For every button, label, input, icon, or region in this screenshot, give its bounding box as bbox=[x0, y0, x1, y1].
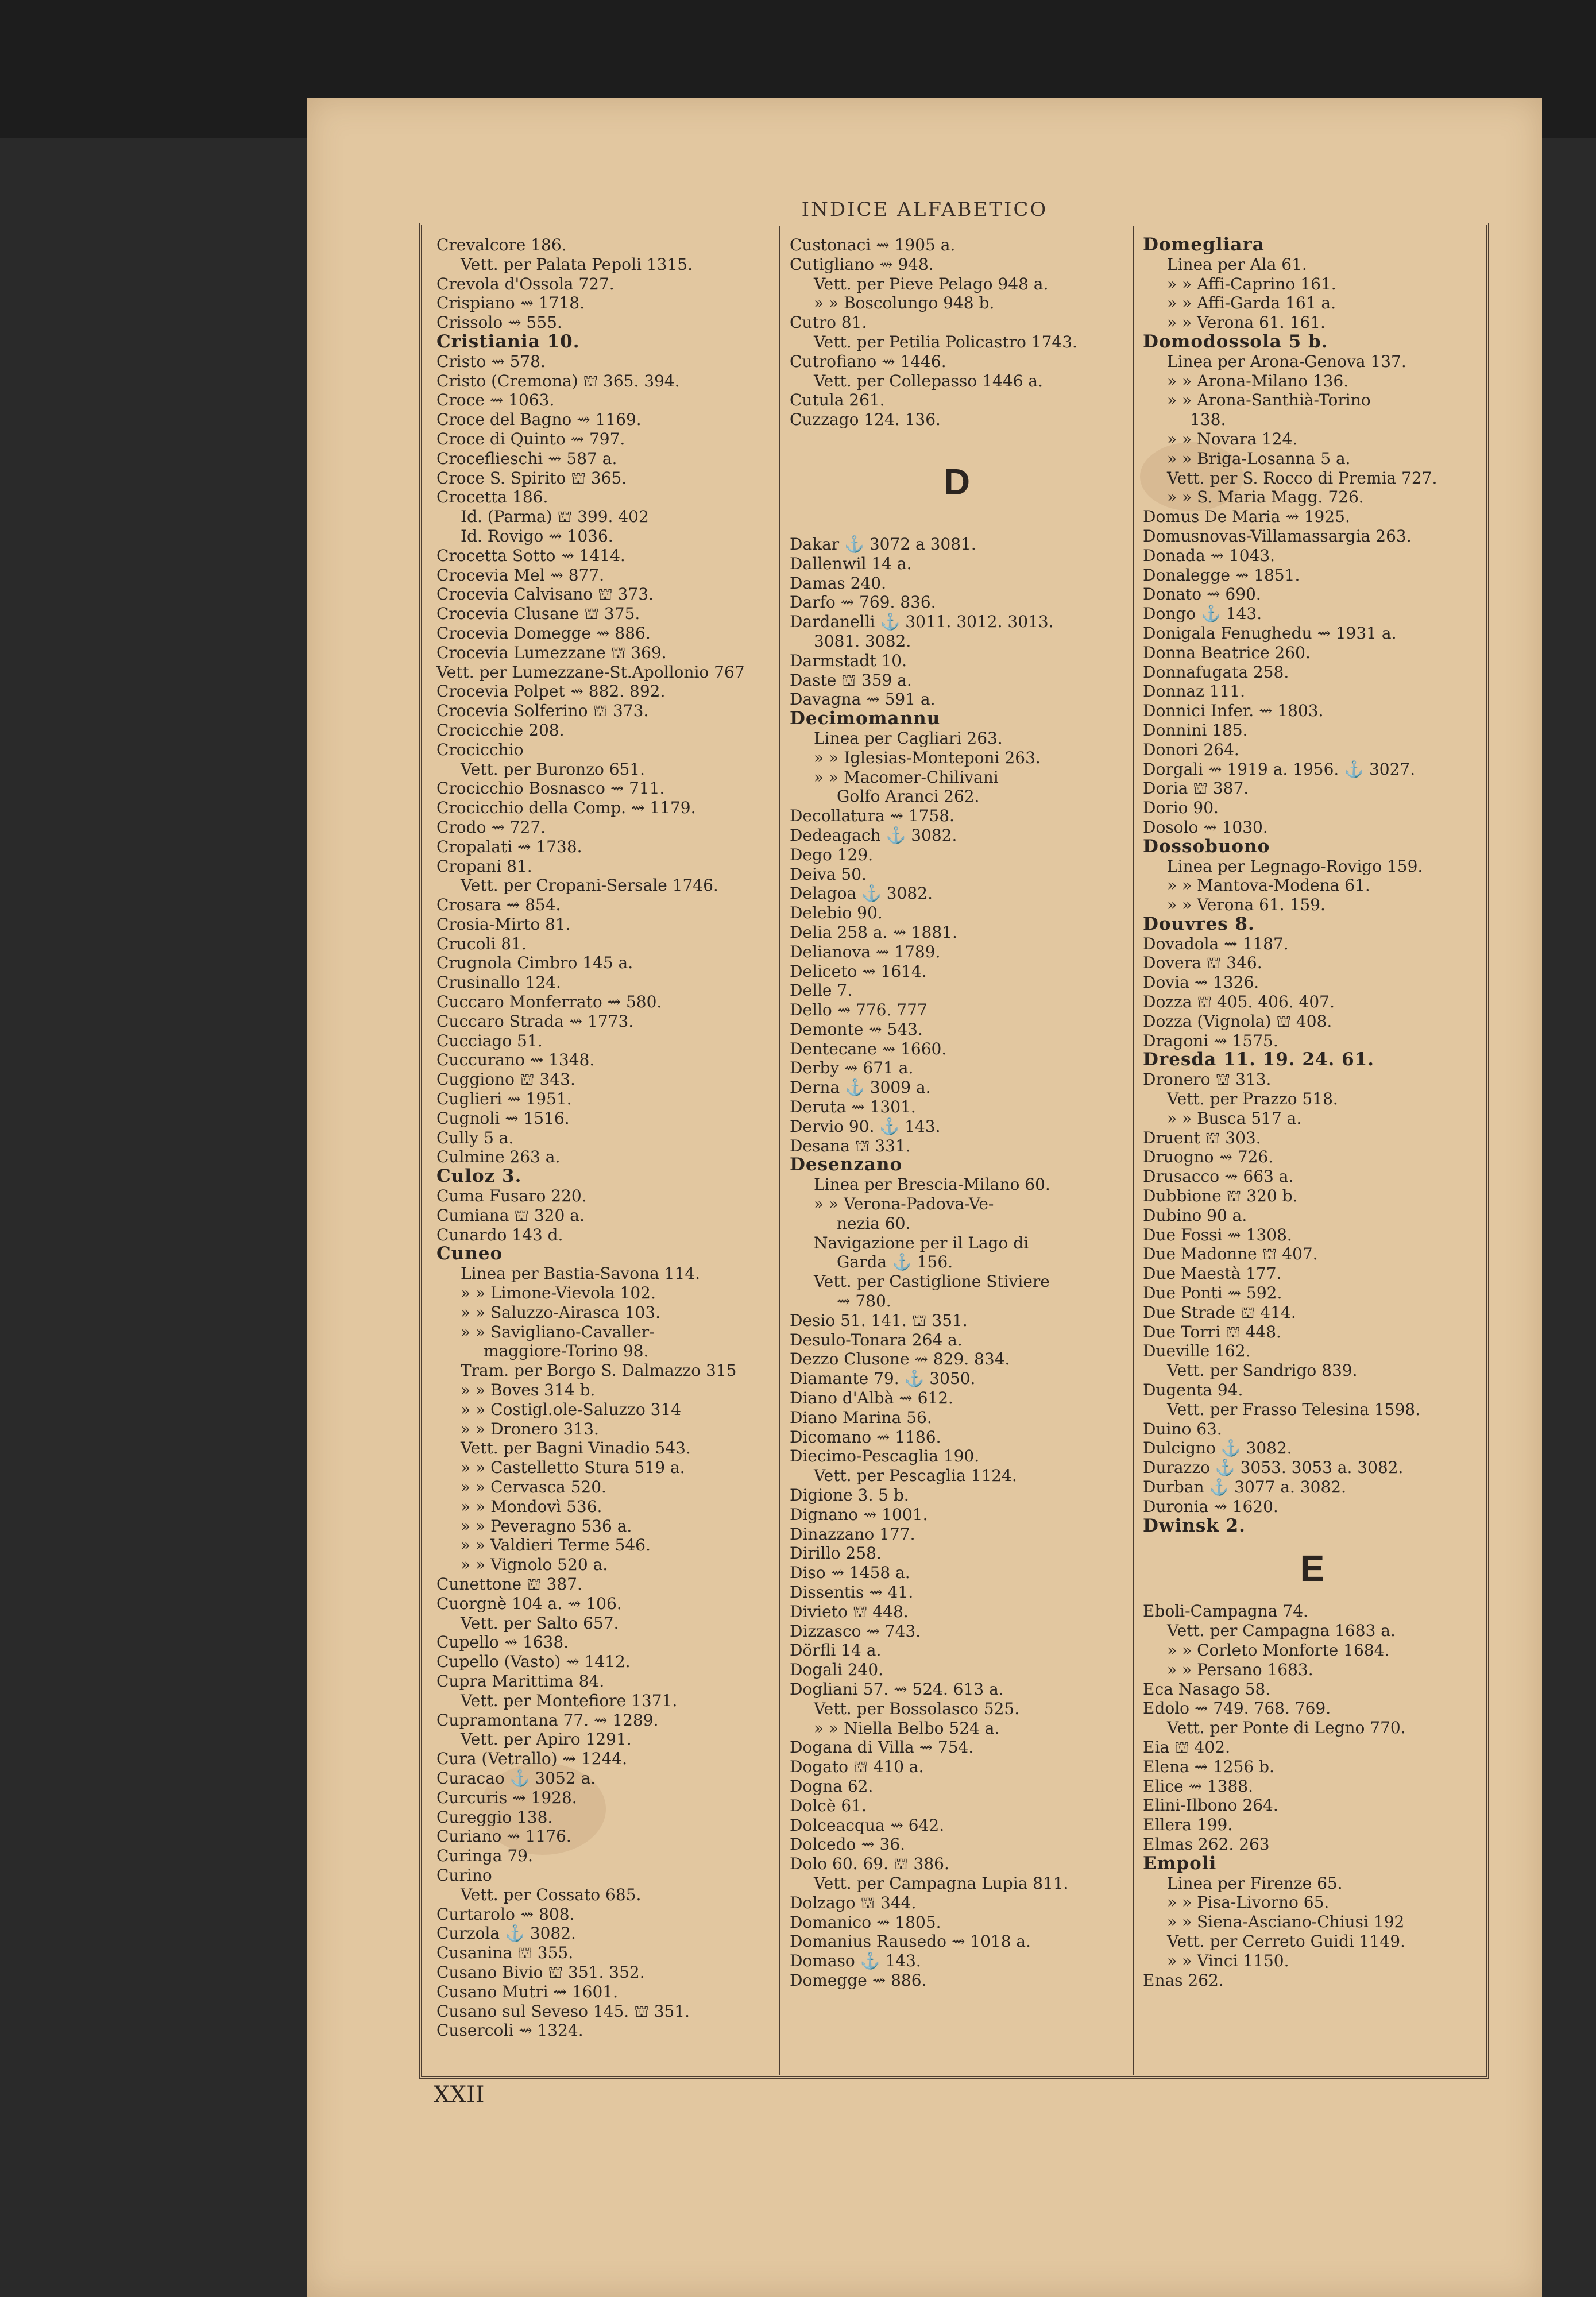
index-entry: Vett. per Lumezzane-St.Apollonio 767 bbox=[436, 662, 745, 682]
index-entry: Curino bbox=[436, 1865, 492, 1885]
index-entry: Dozza (Vignola) ⛫ 408. bbox=[1143, 1011, 1332, 1031]
index-entry: Dogna 62. bbox=[790, 1776, 874, 1796]
column-rule bbox=[779, 226, 780, 2075]
index-entry: Crugnola Cimbro 145 a. bbox=[436, 953, 633, 973]
index-entry: Cristo (Cremona) ⛫ 365. 394. bbox=[436, 371, 680, 390]
index-entry: Cunardo 143 d. bbox=[436, 1225, 563, 1244]
index-entry: Dovadola ⇝ 1187. bbox=[1143, 934, 1289, 953]
index-entry: Daste ⛫ 359 a. bbox=[790, 670, 912, 690]
index-entry: Desulo-Tonara 264 a. bbox=[790, 1330, 963, 1349]
index-entry: Donnafugata 258. bbox=[1143, 662, 1289, 682]
index-entry: Dubbione ⛫ 320 b. bbox=[1143, 1186, 1298, 1206]
column-rule bbox=[1133, 226, 1134, 2075]
index-subentry: Linea per Firenze 65. bbox=[1167, 1873, 1343, 1893]
section-letter: D bbox=[943, 461, 971, 502]
index-subentry: Linea per Brescia-Milano 60. bbox=[814, 1175, 1050, 1194]
index-entry: Dulcigno ⚓ 3082. bbox=[1143, 1438, 1292, 1458]
index-entry: Elena ⇝ 1256 b. bbox=[1143, 1757, 1274, 1776]
index-subentry: » » Cervasca 520. bbox=[461, 1478, 606, 1496]
index-entry: Dongo ⚓ 143. bbox=[1143, 604, 1262, 624]
index-subentry: Vett. per Bagni Vinadio 543. bbox=[461, 1438, 691, 1458]
index-entry: Cupramontana 77. ⇝ 1289. bbox=[436, 1710, 659, 1730]
index-entry: Due Ponti ⇝ 592. bbox=[1143, 1283, 1282, 1303]
index-entry: Culmine 263 a. bbox=[436, 1147, 561, 1167]
index-entry: Cuggiono ⛫ 343. bbox=[436, 1070, 575, 1089]
index-entry: Druent ⛫ 303. bbox=[1143, 1128, 1261, 1147]
index-entry: Domanico ⇝ 1805. bbox=[790, 1912, 941, 1932]
index-entry: Dovera ⛫ 346. bbox=[1143, 953, 1262, 973]
index-entry: Crocetta 186. bbox=[436, 488, 548, 507]
index-subentry: Vett. per Campagna 1683 a. bbox=[1167, 1621, 1396, 1641]
index-subentry: Linea per Ala 61. bbox=[1167, 254, 1307, 274]
index-entry: Crocevia Lumezzane ⛫ 369. bbox=[436, 643, 667, 662]
index-entry: Darmstadt 10. bbox=[790, 651, 907, 670]
index-heading: Douvres 8. bbox=[1143, 914, 1255, 934]
index-heading: Domegliara bbox=[1143, 235, 1265, 255]
index-entry: Domanius Rausedo ⇝ 1018 a. bbox=[790, 1932, 1031, 1951]
index-entry: Dallenwil 14 a. bbox=[790, 554, 912, 573]
index-entry: Dronero ⛫ 313. bbox=[1143, 1070, 1272, 1089]
index-entry: Due Strade ⛫ 414. bbox=[1143, 1302, 1296, 1322]
index-entry: Dugenta 94. bbox=[1143, 1380, 1243, 1400]
index-entry: Delia 258 a. ⇝ 1881. bbox=[790, 922, 957, 942]
index-entry: Due Fossi ⇝ 1308. bbox=[1143, 1225, 1292, 1244]
index-entry: Darfo ⇝ 769. 836. bbox=[790, 593, 936, 612]
index-subentry: maggiore-Torino 98. bbox=[484, 1341, 649, 1361]
index-subentry: Vett. per Cerreto Guidi 1149. bbox=[1167, 1931, 1405, 1951]
index-entry: Cumiana ⛫ 320 a. bbox=[436, 1205, 585, 1225]
index-entry: Cuglieri ⇝ 1951. bbox=[436, 1089, 572, 1109]
index-subentry: » » Mondovì 536. bbox=[461, 1496, 602, 1516]
index-entry: Domusnovas-Villamassargia 263. bbox=[1143, 526, 1412, 546]
index-subentry: Vett. per Petilia Policastro 1743. bbox=[814, 332, 1077, 351]
index-heading: Decimomannu bbox=[790, 709, 941, 729]
index-entry: Due Madonne ⛫ 407. bbox=[1143, 1244, 1318, 1264]
index-subentry: » » Corleto Monforte 1684. bbox=[1167, 1640, 1390, 1660]
index-entry: Dardanelli ⚓ 3011. 3012. 3013. bbox=[790, 612, 1054, 632]
index-entry: Deliceto ⇝ 1614. bbox=[790, 961, 927, 981]
index-column-1 bbox=[436, 235, 772, 2040]
index-subentry: Vett. per Apiro 1291. bbox=[461, 1730, 632, 1749]
index-entry: Cuccurano ⇝ 1348. bbox=[436, 1050, 595, 1070]
index-subentry: 138. bbox=[1190, 410, 1226, 430]
index-subentry: » » Boscolungo 948 b. bbox=[814, 293, 995, 313]
index-subentry: » » Vignolo 520 a. bbox=[461, 1555, 608, 1575]
index-entry: Dueville 162. bbox=[1143, 1341, 1251, 1361]
index-entry: Dedeagach ⚓ 3082. bbox=[790, 825, 957, 845]
index-entry: Damas 240. bbox=[790, 573, 886, 593]
index-subentry: Vett. per Pescaglia 1124. bbox=[814, 1466, 1017, 1486]
index-subentry: Vett. per Salto 657. bbox=[461, 1613, 619, 1633]
index-entry: Diso ⇝ 1458 a. bbox=[790, 1563, 910, 1583]
index-entry: Crosia-Mirto 81. bbox=[436, 914, 571, 934]
index-entry: Dentecane ⇝ 1660. bbox=[790, 1039, 947, 1058]
index-subentry: Vett. per Bossolasco 525. bbox=[814, 1699, 1020, 1718]
index-entry: Crocevia Domegge ⇝ 886. bbox=[436, 623, 651, 643]
index-subentry: Linea per Legnago-Rovigo 159. bbox=[1167, 856, 1423, 876]
index-entry: Cusanina ⛫ 355. bbox=[436, 1943, 574, 1963]
index-entry: Domegge ⇝ 886. bbox=[790, 1970, 927, 1990]
index-entry: Crocicchio Bosnasco ⇝ 711. bbox=[436, 779, 665, 798]
index-entry: Derby ⇝ 671 a. bbox=[790, 1058, 914, 1078]
index-entry: Dogana di Villa ⇝ 754. bbox=[790, 1738, 974, 1757]
index-entry: Doria ⛫ 387. bbox=[1143, 779, 1249, 798]
index-entry: Crocetta Sotto ⇝ 1414. bbox=[436, 546, 625, 565]
index-entry: Cully 5 a. bbox=[436, 1128, 514, 1147]
index-entry: Dorgali ⇝ 1919 a. 1956. ⚓ 3027. bbox=[1143, 759, 1416, 779]
index-subentry: Vett. per Cropani-Sersale 1746. bbox=[461, 876, 718, 895]
index-entry: Desana ⛫ 331. bbox=[790, 1136, 911, 1155]
index-entry: Delebio 90. bbox=[790, 903, 883, 923]
index-entry: Custonaci ⇝ 1905 a. bbox=[790, 235, 956, 254]
book-page bbox=[307, 98, 1542, 2297]
index-entry: Dubino 90 a. bbox=[1143, 1205, 1247, 1225]
index-entry: Cutula 261. bbox=[790, 390, 885, 410]
index-entry: Crusinallo 124. bbox=[436, 973, 561, 992]
index-entry: Cusercoli ⇝ 1324. bbox=[436, 2021, 583, 2040]
index-entry: Delle 7. bbox=[790, 981, 853, 1000]
index-entry: Divieto ⛫ 448. bbox=[790, 1602, 909, 1621]
index-entry: Dovia ⇝ 1326. bbox=[1143, 973, 1259, 992]
index-entry: Cusano Mutri ⇝ 1601. bbox=[436, 1982, 619, 2001]
index-entry: Domus De Maria ⇝ 1925. bbox=[1143, 507, 1350, 527]
index-entry: Diamante 79. ⚓ 3050. bbox=[790, 1369, 976, 1389]
index-entry: Donada ⇝ 1043. bbox=[1143, 546, 1276, 565]
index-subentry: Vett. per Buronzo 651. bbox=[461, 759, 646, 779]
index-entry: Dogato ⛫ 410 a. bbox=[790, 1757, 924, 1777]
index-entry: Dinazzano 177. bbox=[790, 1524, 915, 1544]
index-entry: Dolcè 61. bbox=[790, 1796, 867, 1815]
index-subentry: Vett. per Palata Pepoli 1315. bbox=[461, 254, 693, 274]
index-entry: Dissentis ⇝ 41. bbox=[790, 1583, 914, 1602]
index-subentry: Vett. per Sandrigo 839. bbox=[1167, 1361, 1358, 1380]
index-entry: Crocicchie 208. bbox=[436, 720, 565, 740]
index-entry: Cropalati ⇝ 1738. bbox=[436, 837, 582, 856]
index-entry: Curiano ⇝ 1176. bbox=[436, 1827, 571, 1846]
index-entry: Ellera 199. bbox=[1143, 1815, 1233, 1835]
index-entry: Eca Nasago 58. bbox=[1143, 1679, 1271, 1699]
index-entry: Diano Marina 56. bbox=[790, 1407, 932, 1427]
index-entry: Dorio 90. bbox=[1143, 798, 1219, 818]
page-number: XXII bbox=[434, 2082, 485, 2108]
index-entry: Donato ⇝ 690. bbox=[1143, 585, 1261, 604]
index-heading: Dossobuono bbox=[1143, 837, 1270, 857]
index-subentry: Tram. per Borgo S. Dalmazzo 315 bbox=[461, 1361, 737, 1380]
index-entry: Cuzzago 124. 136. bbox=[790, 410, 941, 430]
index-entry: Curcuris ⇝ 1928. bbox=[436, 1788, 577, 1807]
index-entry: Dolzago ⛫ 344. bbox=[790, 1893, 917, 1912]
index-subentry: » » Pisa-Livorno 65. bbox=[1167, 1893, 1330, 1912]
index-entry: Dozza ⛫ 405. 406. 407. bbox=[1143, 992, 1335, 1012]
index-entry: Dirillo 258. bbox=[790, 1544, 882, 1563]
index-entry: Crocicchio della Comp. ⇝ 1179. bbox=[436, 798, 696, 818]
index-subentry: Vett. per Prazzo 518. bbox=[1167, 1089, 1338, 1109]
index-subentry: » » Vinci 1150. bbox=[1167, 1951, 1289, 1970]
index-subentry: Vett. per Frasso Telesina 1598. bbox=[1167, 1399, 1421, 1419]
index-entry: Donna Beatrice 260. bbox=[1143, 643, 1311, 662]
index-entry: Cuccaro Monferrato ⇝ 580. bbox=[436, 992, 662, 1012]
index-subentry: » » Affi-Caprino 161. bbox=[1167, 274, 1336, 293]
index-entry: Crocicchio bbox=[436, 740, 524, 759]
section-gap bbox=[790, 430, 1124, 449]
index-entry: Due Maestà 177. bbox=[1143, 1264, 1282, 1283]
index-entry: Dervio 90. ⚓ 143. bbox=[790, 1116, 941, 1136]
index-subentry: » » Arona-Santhià-Torino bbox=[1167, 390, 1371, 410]
index-subentry: » » Saluzzo-Airasca 103. bbox=[461, 1302, 660, 1322]
index-entry: Demonte ⇝ 543. bbox=[790, 1019, 923, 1039]
index-entry: Diano d'Albà ⇝ 612. bbox=[790, 1389, 953, 1408]
index-entry: Dakar ⚓ 3072 a 3081. bbox=[790, 534, 976, 554]
index-entry: Crocevia Calvisano ⛫ 373. bbox=[436, 585, 654, 604]
index-entry: Dogliani 57. ⇝ 524. 613 a. bbox=[790, 1679, 1004, 1699]
index-entry: Crevalcore 186. bbox=[436, 235, 567, 254]
index-entry: Duino 63. bbox=[1143, 1419, 1222, 1438]
index-heading: Culoz 3. bbox=[436, 1167, 522, 1187]
index-subentry: Vett. per Cossato 685. bbox=[461, 1885, 642, 1904]
index-heading: Dresda 11. 19. 24. 61. bbox=[1143, 1050, 1375, 1070]
index-entry: Crocevia Clusane ⛫ 375. bbox=[436, 604, 640, 624]
index-entry: Curinga 79. bbox=[436, 1846, 533, 1866]
index-subentry: » » S. Maria Magg. 726. bbox=[1167, 488, 1364, 507]
index-subentry: Vett. per Collepasso 1446 a. bbox=[814, 371, 1043, 390]
index-entry: Dello ⇝ 776. 777 bbox=[790, 1000, 928, 1020]
index-entry: Dolceacqua ⇝ 642. bbox=[790, 1815, 945, 1835]
index-subentry: » » Savigliano-Cavaller- bbox=[461, 1322, 655, 1341]
index-heading: Cuneo bbox=[436, 1244, 503, 1264]
index-entry: Croce di Quinto ⇝ 797. bbox=[436, 429, 625, 448]
index-entry: Eboli-Campagna 74. bbox=[1143, 1602, 1308, 1621]
index-entry: Croce del Bagno ⇝ 1169. bbox=[436, 410, 642, 430]
index-entry: Decollatura ⇝ 1758. bbox=[790, 806, 954, 826]
index-subentry: » » Persano 1683. bbox=[1167, 1660, 1313, 1679]
index-entry: Donori 264. bbox=[1143, 740, 1239, 759]
index-entry: Due Torri ⛫ 448. bbox=[1143, 1322, 1281, 1341]
index-entry: Deiva 50. bbox=[790, 864, 867, 884]
index-subentry: » » Dronero 313. bbox=[461, 1419, 599, 1438]
index-entry: Eia ⛫ 402. bbox=[1143, 1737, 1230, 1757]
index-subentry: Vett. per Montefiore 1371. bbox=[461, 1691, 678, 1710]
index-entry: Dicomano ⇝ 1186. bbox=[790, 1427, 941, 1447]
index-entry: Elmas 262. 263 bbox=[1143, 1834, 1270, 1854]
index-entry: Drusacco ⇝ 663 a. bbox=[1143, 1167, 1294, 1186]
index-subentry: Linea per Cagliari 263. bbox=[814, 728, 1003, 748]
index-entry: Dragoni ⇝ 1575. bbox=[1143, 1031, 1278, 1050]
index-entry: Curtarolo ⇝ 808. bbox=[436, 1904, 575, 1924]
index-entry: Dignano ⇝ 1001. bbox=[790, 1505, 928, 1524]
index-subentry: Id. (Parma) ⛫ 399. 402 bbox=[461, 507, 649, 527]
index-entry: Delagoa ⚓ 3082. bbox=[790, 884, 933, 903]
index-subentry: » » Niella Belbo 524 a. bbox=[814, 1718, 1000, 1738]
index-entry: Davagna ⇝ 591 a. bbox=[790, 690, 936, 709]
index-entry: Donnini 185. bbox=[1143, 720, 1248, 740]
index-entry: Cuma Fusaro 220. bbox=[436, 1186, 587, 1206]
index-entry: Cupra Marittima 84. bbox=[436, 1671, 605, 1691]
index-entry: Cuccaro Strada ⇝ 1773. bbox=[436, 1011, 634, 1031]
index-entry: Druogno ⇝ 726. bbox=[1143, 1147, 1274, 1167]
index-entry: Crevola d'Ossola 727. bbox=[436, 274, 615, 293]
index-subentry: » » Boves 314 b. bbox=[461, 1380, 596, 1400]
index-subentry: » » Briga-Losanna 5 a. bbox=[1167, 448, 1351, 468]
index-subentry: Vett. per Ponte di Legno 770. bbox=[1167, 1718, 1406, 1738]
index-entry: Cugnoli ⇝ 1516. bbox=[436, 1108, 570, 1128]
index-entry: Dolcedo ⇝ 36. bbox=[790, 1835, 906, 1854]
index-entry: Cutigliano ⇝ 948. bbox=[790, 254, 934, 274]
index-subentry: » » Novara 124. bbox=[1167, 429, 1298, 448]
index-entry: Dezzo Clusone ⇝ 829. 834. bbox=[790, 1349, 1010, 1369]
index-entry: Elice ⇝ 1388. bbox=[1143, 1776, 1254, 1796]
index-entry: Dogali 240. bbox=[790, 1660, 884, 1680]
index-subentry: » » Siena-Asciano-Chiusi 192 bbox=[1167, 1912, 1405, 1932]
index-entry: Digione 3. 5 b. bbox=[790, 1486, 909, 1505]
index-column-3 bbox=[1143, 235, 1482, 1990]
index-entry: Donigala Fenughedu ⇝ 1931 a. bbox=[1143, 623, 1397, 643]
index-heading: Empoli bbox=[1143, 1854, 1217, 1874]
index-entry: Donalegge ⇝ 1851. bbox=[1143, 565, 1300, 585]
index-entry: Cusano Bivio ⛫ 351. 352. bbox=[436, 1962, 645, 1982]
index-entry: Crocevia Solferino ⛫ 373. bbox=[436, 701, 649, 721]
index-entry: Dolo 60. 69. ⛫ 386. bbox=[790, 1854, 949, 1874]
index-entry: Cristo ⇝ 578. bbox=[436, 351, 546, 371]
index-entry: Croce S. Spirito ⛫ 365. bbox=[436, 468, 627, 488]
index-entry: Cunettone ⛫ 387. bbox=[436, 1574, 582, 1594]
index-entry: Cupello (Vasto) ⇝ 1412. bbox=[436, 1652, 631, 1672]
index-entry: Desio 51. 141. ⛫ 351. bbox=[790, 1310, 968, 1330]
index-subentry: » » Arona-Milano 136. bbox=[1167, 371, 1349, 390]
index-entry: Dizzasco ⇝ 743. bbox=[790, 1621, 921, 1641]
index-subentry: 3081. 3082. bbox=[814, 631, 911, 651]
index-entry: Crispiano ⇝ 1718. bbox=[436, 293, 585, 313]
index-subentry: Linea per Bastia-Savona 114. bbox=[461, 1264, 701, 1283]
index-subentry: ⇝ 780. bbox=[837, 1291, 891, 1311]
index-subentry: » » Peveragno 536 a. bbox=[461, 1516, 632, 1536]
index-entry: Diecimo-Pescaglia 190. bbox=[790, 1447, 980, 1466]
index-entry: Deruta ⇝ 1301. bbox=[790, 1097, 916, 1117]
index-entry: Crocevia Mel ⇝ 877. bbox=[436, 565, 605, 585]
index-subentry: Golfo Aranci 262. bbox=[837, 787, 980, 806]
index-subentry: Garda ⚓ 156. bbox=[837, 1252, 953, 1272]
index-subentry: » » Mantova-Modena 61. bbox=[1167, 876, 1370, 895]
index-subentry: » » Affi-Garda 161 a. bbox=[1167, 293, 1336, 313]
index-subentry: » » Verona 61. 161. bbox=[1167, 313, 1326, 332]
section-gap bbox=[790, 515, 1124, 535]
page-header: INDICE ALFABETICO bbox=[801, 198, 1048, 221]
index-entry: Croceflieschi ⇝ 587 a. bbox=[436, 448, 617, 468]
index-entry: Curacao ⚓ 3052 a. bbox=[436, 1768, 596, 1788]
index-entry: Crucoli 81. bbox=[436, 934, 527, 953]
index-entry: Domaso ⚓ 143. bbox=[790, 1951, 921, 1971]
index-heading: Cristiania 10. bbox=[436, 332, 580, 352]
index-entry: Duronia ⇝ 1620. bbox=[1143, 1496, 1278, 1516]
index-entry: Delianova ⇝ 1789. bbox=[790, 942, 941, 961]
index-entry: Croce ⇝ 1063. bbox=[436, 390, 555, 410]
index-entry: Cutro 81. bbox=[790, 313, 867, 332]
index-column-2 bbox=[790, 235, 1124, 1990]
index-entry: Crodo ⇝ 727. bbox=[436, 817, 546, 837]
index-subentry: » » Costigl.ole-Saluzzo 314 bbox=[461, 1399, 682, 1419]
index-entry: Elini-Ilbono 264. bbox=[1143, 1796, 1278, 1815]
index-subentry: nezia 60. bbox=[837, 1213, 911, 1233]
index-entry: Donnici Infer. ⇝ 1803. bbox=[1143, 701, 1324, 721]
index-entry: Cucciago 51. bbox=[436, 1031, 543, 1050]
index-entry: Edolo ⇝ 749. 768. 769. bbox=[1143, 1699, 1331, 1718]
index-entry: Durban ⚓ 3077 a. 3082. bbox=[1143, 1478, 1346, 1496]
index-entry: Enas 262. bbox=[1143, 1970, 1224, 1990]
index-heading: Dwinsk 2. bbox=[1143, 1516, 1246, 1536]
index-subentry: » » Macomer-Chilivani bbox=[814, 767, 999, 787]
index-entry: Crocevia Polpet ⇝ 882. 892. bbox=[436, 682, 666, 701]
index-subentry: » » Iglesias-Monteponi 263. bbox=[814, 748, 1041, 767]
section-letter: E bbox=[1300, 1548, 1325, 1590]
index-entry: Crosara ⇝ 854. bbox=[436, 895, 561, 915]
index-subentry: » » Castelletto Stura 519 a. bbox=[461, 1458, 685, 1478]
index-heading: Domodossola 5 b. bbox=[1143, 332, 1328, 352]
index-entry: Cura (Vetrallo) ⇝ 1244. bbox=[436, 1749, 628, 1769]
index-entry: Cropani 81. bbox=[436, 856, 532, 876]
index-entry: Donnaz 111. bbox=[1143, 682, 1246, 701]
index-subentry: » » Verona-Padova-Ve- bbox=[814, 1194, 994, 1214]
index-heading: Desenzano bbox=[790, 1155, 903, 1175]
index-entry: Durazzo ⚓ 3053. 3053 a. 3082. bbox=[1143, 1458, 1404, 1478]
index-entry: Crissolo ⇝ 555. bbox=[436, 313, 562, 332]
index-subentry: Navigazione per il Lago di bbox=[814, 1233, 1029, 1252]
index-entry: Cuorgnè 104 a. ⇝ 106. bbox=[436, 1594, 622, 1613]
index-subentry: » » Limone-Vievola 102. bbox=[461, 1283, 656, 1303]
index-entry: Dosolo ⇝ 1030. bbox=[1143, 817, 1268, 837]
index-subentry: Linea per Arona-Genova 137. bbox=[1167, 351, 1406, 371]
index-subentry: Vett. per S. Rocco di Premia 727. bbox=[1167, 468, 1437, 488]
index-entry: Dörfli 14 a. bbox=[790, 1641, 882, 1660]
index-entry: Cureggio 138. bbox=[436, 1807, 553, 1827]
index-subentry: » » Verona 61. 159. bbox=[1167, 895, 1326, 915]
index-subentry: » » Valdieri Terme 546. bbox=[461, 1536, 651, 1555]
index-subentry: Vett. per Castiglione Stiviere bbox=[814, 1272, 1050, 1291]
index-entry: Cusano sul Seveso 145. ⛫ 351. bbox=[436, 2001, 690, 2021]
index-subentry: Vett. per Campagna Lupia 811. bbox=[814, 1873, 1069, 1893]
index-entry: Cutrofiano ⇝ 1446. bbox=[790, 351, 946, 371]
index-entry: Dego 129. bbox=[790, 845, 874, 864]
index-subentry: Vett. per Pieve Pelago 948 a. bbox=[814, 274, 1049, 293]
index-entry: Cupello ⇝ 1638. bbox=[436, 1633, 569, 1652]
index-subentry: » » Busca 517 a. bbox=[1167, 1108, 1302, 1128]
index-entry: Derna ⚓ 3009 a. bbox=[790, 1078, 931, 1097]
index-subentry: Id. Rovigo ⇝ 1036. bbox=[461, 526, 613, 546]
index-entry: Curzola ⚓ 3082. bbox=[436, 1924, 576, 1943]
